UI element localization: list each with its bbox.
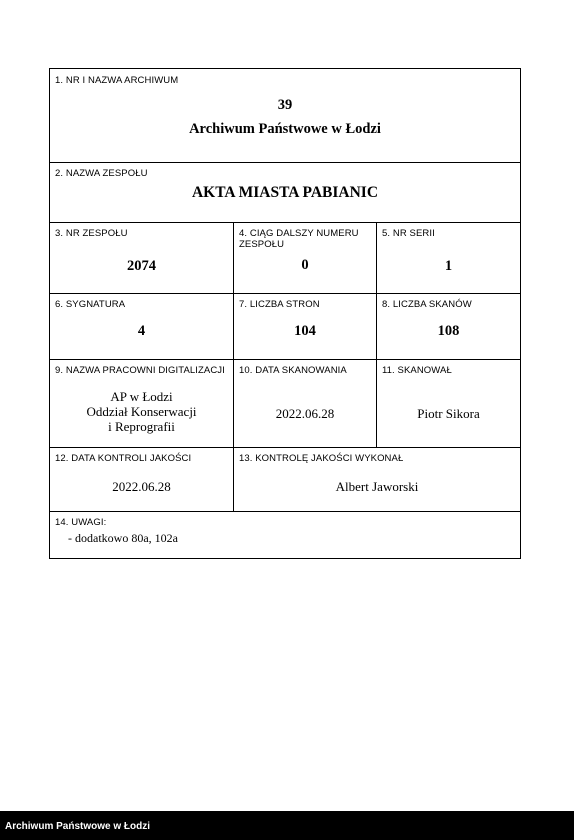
qc-by-value: Albert Jaworski xyxy=(335,479,419,494)
series-number-label: 5. NR SERII xyxy=(382,228,435,239)
archive-name: Archiwum Państwowe w Łodzi xyxy=(189,121,381,137)
fonds-number-label: 3. NR ZESPOŁU xyxy=(55,228,128,239)
archive-label: 1. NR I NAZWA ARCHIWUM xyxy=(55,75,179,86)
scan-date-cell xyxy=(234,359,376,447)
qc-date-cell xyxy=(50,447,233,511)
fonds-name-label: 2. NAZWA ZESPOŁU xyxy=(55,168,148,179)
scanned-by-value: Piotr Sikora xyxy=(417,406,480,421)
scan-date-label: 10. DATA SKANOWANIA xyxy=(239,365,347,376)
scanned-by-label: 11. SKANOWAŁ xyxy=(382,365,452,376)
fonds-number-cell xyxy=(50,222,233,293)
series-number-value: 1 xyxy=(444,258,453,274)
scan-count-cell xyxy=(377,293,520,359)
fonds-continuation-cell xyxy=(234,222,376,293)
metadata-card xyxy=(49,68,521,559)
qc-by-label: 13. KONTROLĘ JAKOŚCI WYKONAŁ xyxy=(239,453,404,464)
signature-value: 4 xyxy=(137,323,146,339)
fonds-name-cell xyxy=(50,162,520,222)
qc-date-label: 12. DATA KONTROLI JAKOŚCI xyxy=(55,453,192,464)
notes-cell xyxy=(50,511,520,558)
workshop-cell xyxy=(50,359,233,447)
series-number-cell xyxy=(377,222,520,293)
page-count-label: 7. LICZBA STRON xyxy=(239,299,320,310)
page-count-value: 104 xyxy=(294,323,316,339)
notes-label: 14. UWAGI: xyxy=(55,517,107,528)
scanned-by-cell xyxy=(377,359,520,447)
workshop-line-1: AP w Łodzi xyxy=(110,389,173,404)
workshop-label: 9. NAZWA PRACOWNI DIGITALIZACJI xyxy=(55,365,225,376)
workshop-line-3: i Reprografii xyxy=(108,419,175,434)
scan-count-value: 108 xyxy=(437,323,460,339)
signature-cell xyxy=(50,293,233,359)
fonds-continuation-label: 4. CIĄG DALSZY NUMERU ZESPOŁU xyxy=(239,228,359,250)
fonds-continuation-value: 0 xyxy=(301,257,309,273)
page-count-cell xyxy=(234,293,376,359)
scan-count-label: 8. LICZBA SKANÓW xyxy=(382,299,472,310)
qc-date-value: 2022.06.28 xyxy=(112,479,171,494)
qc-by-cell xyxy=(234,447,520,511)
signature-label: 6. SYGNATURA xyxy=(55,299,126,310)
footer-text: Archiwum Państwowe w Łodzi xyxy=(5,821,151,832)
archive-cell xyxy=(50,69,520,162)
archive-number: 39 xyxy=(277,97,293,113)
fonds-number-value: 2074 xyxy=(127,258,156,274)
fonds-name-value: AKTA MIASTA PABIANIC xyxy=(191,184,379,201)
notes-value: - dodatkowo 80a, 102a xyxy=(68,531,178,545)
workshop-line-2: Oddział Konserwacji xyxy=(86,404,197,419)
scan-date-value: 2022.06.28 xyxy=(275,406,335,421)
footer-bar xyxy=(0,811,574,840)
